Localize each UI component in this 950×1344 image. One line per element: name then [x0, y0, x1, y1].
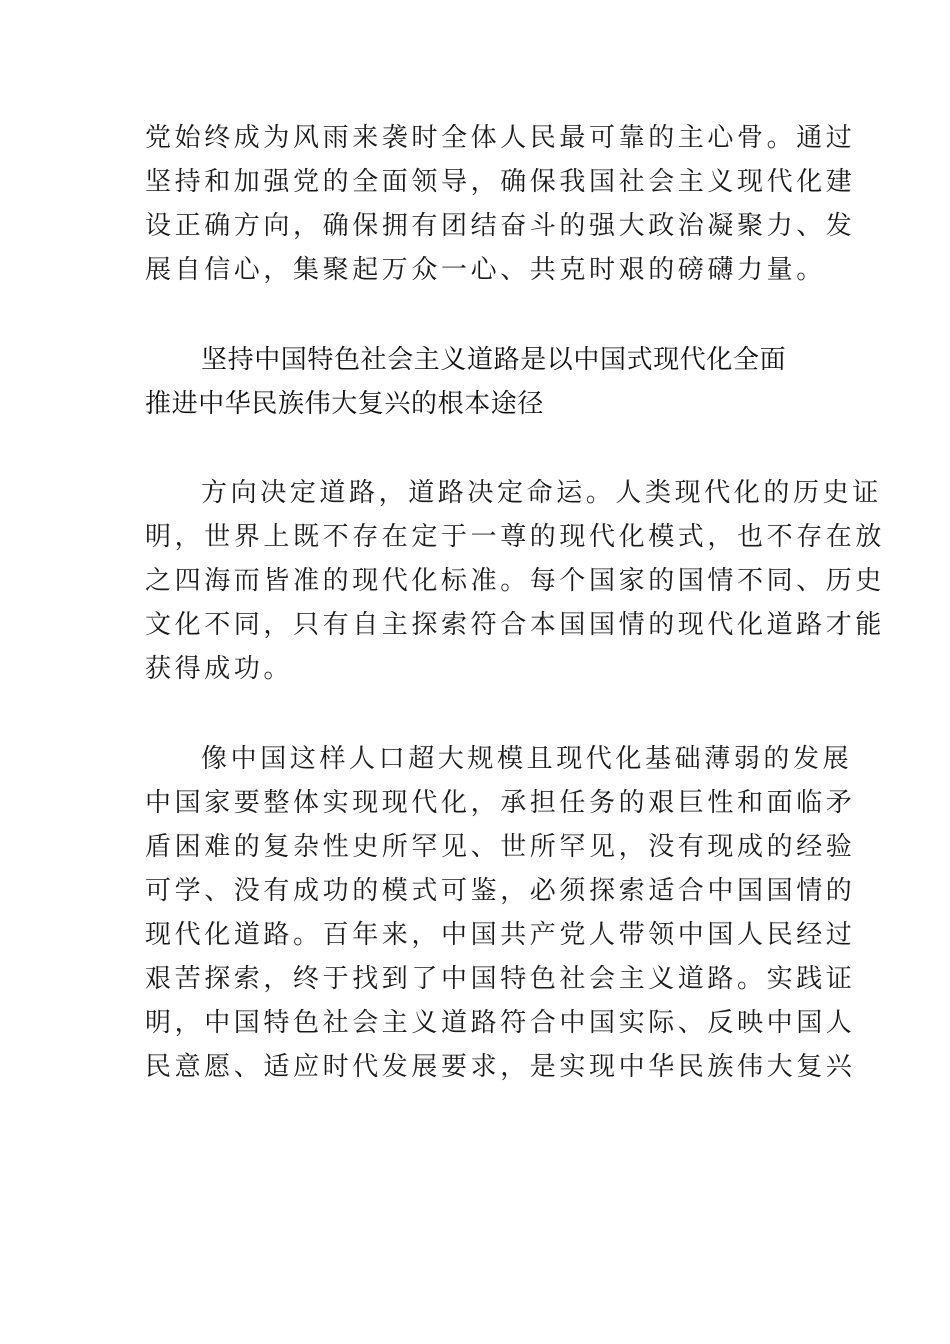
paragraph-china-path	[145, 737, 856, 1089]
paragraph-line: 党始终成为风雨来袭时全体人民最可靠的主心骨。通过	[145, 123, 856, 153]
paragraph-line: 之四海而皆准的现代化标准。每个国家的国情不同、历史	[145, 566, 886, 596]
paragraph-line: 像中国这样人口超大规模且现代化基础薄弱的发展	[201, 744, 853, 774]
paragraph-line: 明，世界上既不存在定于一尊的现代化模式，也不存在放	[145, 522, 886, 552]
paragraph-line: 获得成功。	[145, 654, 294, 684]
heading-line: 坚持中国特色社会主义道路是以中国式现代化全面	[201, 345, 787, 375]
paragraph-direction	[145, 471, 886, 691]
paragraph-line: 设正确方向，确保拥有团结奋斗的强大政治凝聚力、发	[145, 211, 856, 241]
paragraph-line: 方向决定道路，道路决定命运。人类现代化的历史证	[201, 478, 882, 508]
paragraph-line: 民意愿、适应时代发展要求，是实现中华民族伟大复兴	[145, 1052, 856, 1082]
paragraph-continued	[145, 116, 856, 292]
paragraph-line: 艰苦探索，终于找到了中国特色社会主义道路。实践证	[145, 964, 856, 994]
paragraph-line: 现代化道路。百年来，中国共产党人带领中国人民经过	[145, 920, 856, 950]
heading-line: 推进中华民族伟大复兴的根本途径	[145, 389, 545, 419]
paragraph-line: 展自信心，集聚起万众一心、共克时艰的磅礴力量。	[145, 255, 826, 285]
paragraph-line: 盾困难的复杂性史所罕见、世所罕见，没有现成的经验	[145, 832, 856, 862]
paragraph-line: 坚持和加强党的全面领导，确保我国社会主义现代化建	[145, 167, 856, 197]
paragraph-line: 文化不同，只有自主探索符合本国国情的现代化道路才能	[145, 610, 886, 640]
section-heading	[145, 338, 820, 426]
paragraph-line: 明，中国特色社会主义道路符合中国实际、反映中国人	[145, 1008, 856, 1038]
paragraph-line: 可学、没有成功的模式可鉴，必须探索适合中国国情的	[145, 876, 856, 906]
paragraph-line: 中国家要整体实现现代化，承担任务的艰巨性和面临矛	[145, 788, 856, 818]
